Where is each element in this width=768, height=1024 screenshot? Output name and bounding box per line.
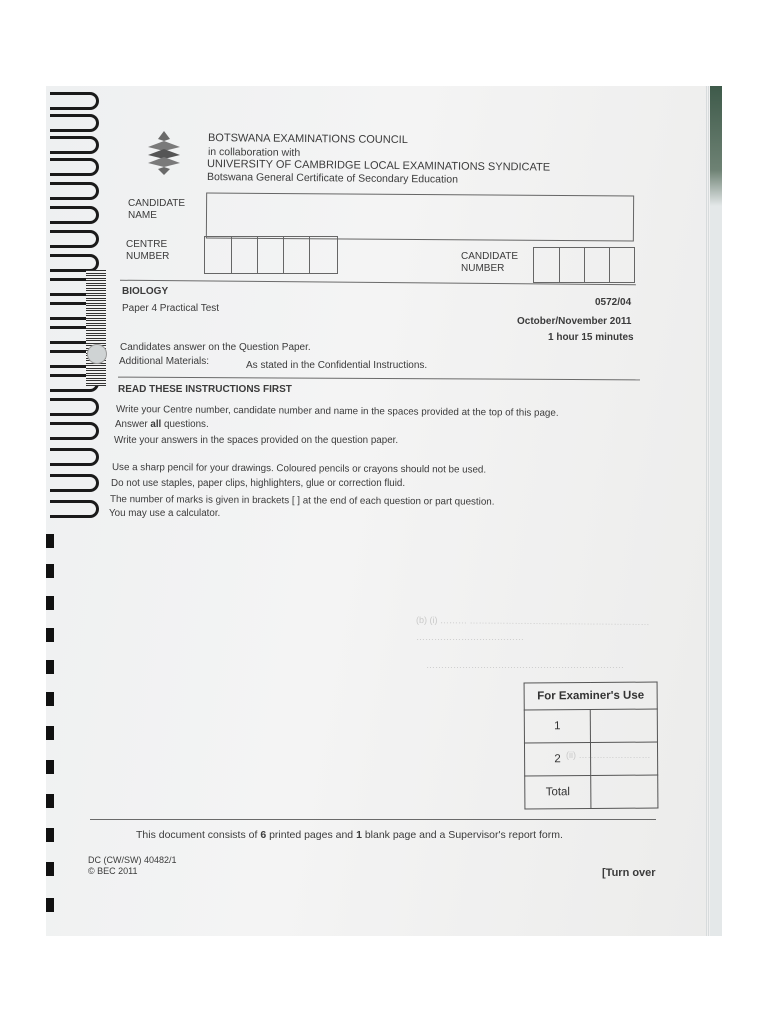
document-reference: DC (CW/SW) 40482/1 [88, 855, 177, 865]
examiner-row-label: 2 [524, 743, 590, 776]
paper-code: 0572/04 [595, 297, 632, 308]
instruction-line-6: The number of marks is given in brackets [ ] at the end of each question or part question. [109, 494, 495, 508]
divider-bottom [90, 819, 656, 820]
instruction-line-1: Write your Centre number, candidate number and name in the spaces provided at the top of this page. [115, 404, 559, 419]
materials-label: Additional Materials: [119, 356, 210, 367]
instructions-heading: READ THESE INSTRUCTIONS FIRST [118, 384, 292, 395]
examiners-use-table [524, 682, 659, 810]
instruction-line-5: Do not use staples, paper clips, highlighters, glue or correction fluid. [111, 478, 406, 489]
examiner-score-cell [590, 742, 657, 775]
examiner-score-cell [590, 709, 657, 742]
instruction-line-2: Answer all questions. [115, 419, 209, 430]
exam-duration: 1 hour 15 minutes [548, 332, 634, 343]
candidate-number-boxes[interactable] [533, 247, 635, 283]
divider-instructions [118, 377, 640, 381]
certificate-name: Botswana General Certificate of Secondary Education [206, 171, 459, 186]
background-edge [708, 86, 722, 206]
centre-number-label-1: CENTRE [126, 239, 168, 250]
page-count-statement: This document consists of 6 printed pages and 1 blank page and a Supervisor's report form. [136, 829, 563, 841]
instruction-line-7: You may use a calculator. [109, 508, 221, 519]
council-name: BOTSWANA EXAMINATIONS COUNCIL [207, 132, 408, 147]
barcode [86, 270, 106, 386]
copyright: © BEC 2011 [88, 866, 138, 876]
exam-cover-page: BOTSWANA EXAMINATIONS COUNCIL in collaboration with UNIVERSITY OF CAMBRIDGE LOCAL EXAMINATIONS SYNDICATE Botswana General Certificate of Secondary Education CANDIDATE NAME CENTRE NUMBER CANDIDATE NUMBER BIOLOGY Paper 4 Practical Test 0572/04 October/November 2011 1 hour 15 minutes Candidates answer on the Question Paper. Additional Materials: As stated in the Confidential Instructions. READ THESE INSTRUCTIONS FIRST Write your Centre number, candidate number and name in the spaces provided at the top of this page. Answer all questions. Write your answers in the spaces provided on the question paper. Use a sharp pencil for your drawings. Coloured pencils or crayons should not be used. Do not use staples, paper clips, highlighters, glue or correction fluid. The number of marks is given in brackets [ ] at the end of each question or part question. You may use a calculator. (b) (i) ……… …………………………………………………… ……………………………… ………………………………………………………… (ii) …………………… For Examiner's Use 1 2 Total This document consists of 6 printed pages and 1 blank page and a Supervisor's report form. DC (CW/SW) 40482/1 © BEC 2011 [Turn over [46, 86, 708, 936]
candidate-name-label-2: NAME [128, 210, 157, 221]
materials-value: As stated in the Confidential Instructions. [246, 360, 428, 371]
exam-session: October/November 2011 [517, 316, 632, 327]
centre-number-boxes[interactable] [204, 236, 338, 274]
centre-number-label-2: NUMBER [126, 251, 170, 262]
candidate-name-label-1: CANDIDATE [128, 198, 186, 209]
page-stack-edge [706, 86, 710, 936]
examiner-total-cell [591, 775, 658, 808]
candidate-number-label-1: CANDIDATE [461, 251, 519, 262]
syndicate-name: UNIVERSITY OF CAMBRIDGE LOCAL EXAMINATIONS SYNDICATE [206, 158, 551, 174]
punch-hole [87, 344, 107, 364]
answer-instruction: Candidates answer on the Question Paper. [120, 342, 311, 353]
paper-title: Paper 4 Practical Test [122, 303, 220, 314]
examiner-total-label: Total [525, 776, 591, 809]
photo-frame [46, 86, 722, 936]
candidate-number-label-2: NUMBER [461, 263, 505, 274]
subject: BIOLOGY [122, 286, 169, 297]
examiner-row-label: 1 [524, 710, 590, 743]
instruction-line-3: Write your answers in the spaces provided on the question paper. [114, 435, 399, 446]
turn-over: [Turn over [602, 867, 656, 879]
collab-text: in collaboration with [207, 146, 301, 159]
candidate-name-box[interactable] [206, 193, 634, 242]
instruction-line-4: Use a sharp pencil for your drawings. Coloured pencils or crayons should not be used. [111, 462, 487, 476]
examiners-use-title: For Examiner's Use [524, 682, 657, 710]
bec-logo-icon [144, 129, 184, 177]
